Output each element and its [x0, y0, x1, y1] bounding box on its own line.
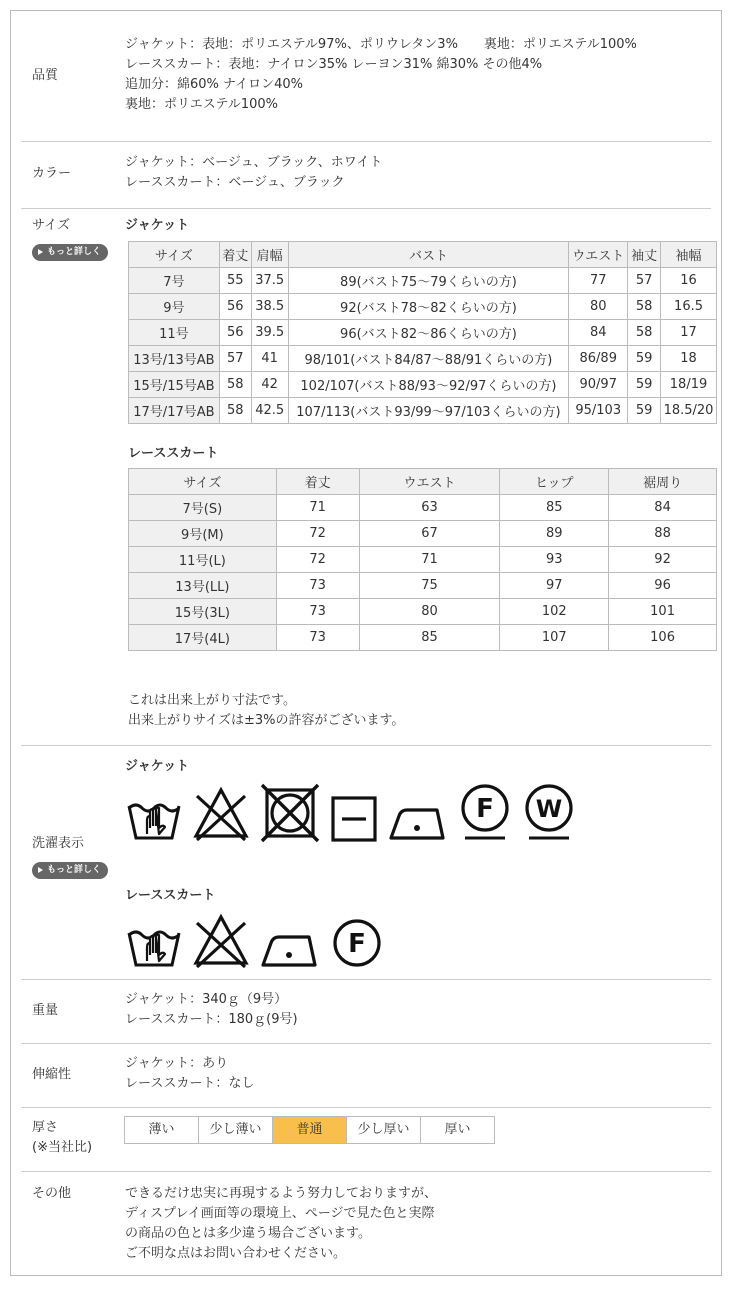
hand-wash-icon [125, 911, 183, 971]
table-row [129, 398, 717, 424]
play-icon [38, 249, 43, 255]
care-row [21, 746, 711, 980]
jacket-care-icons [125, 782, 585, 844]
table-row [129, 625, 717, 651]
no-bleach-icon [191, 911, 251, 971]
table-cell: 86/89 [569, 346, 628, 372]
table-row [129, 599, 717, 625]
table-cell: 73 [276, 625, 359, 651]
table-cell: 42 [251, 372, 288, 398]
size-cell: 13号/13号AB [129, 346, 220, 372]
table-cell: 107 [500, 625, 609, 651]
color-line: レーススカート：ベージュ、ブラック [125, 175, 345, 190]
no-bleach-icon [191, 784, 251, 844]
table-cell: 59 [628, 398, 661, 424]
low-iron-icon [259, 925, 321, 971]
size-cell: 9号 [129, 294, 220, 320]
weight-content [125, 990, 711, 1030]
size-cell: 11号 [129, 320, 220, 346]
skirt-size-table [128, 468, 717, 651]
more-button-label: もっと詳しく [47, 865, 102, 875]
table-cell: 75 [359, 573, 500, 599]
table-cell: 18.5/20 [661, 398, 717, 424]
table-cell: 17 [661, 320, 717, 346]
table-cell: 55 [219, 268, 251, 294]
table-row [129, 372, 717, 398]
thickness-label: 厚さ [32, 1120, 59, 1135]
thickness-option: 少し厚い [346, 1116, 421, 1144]
table-cell: 84 [569, 320, 628, 346]
table-row [129, 268, 717, 294]
more-button-label: もっと詳しく [47, 247, 102, 257]
thickness-scale [125, 1116, 495, 1144]
table-cell: 96(バスト82～86くらいの方) [288, 320, 569, 346]
size-cell: 11号(L) [129, 547, 277, 573]
stretch-line: ジャケット：あり [125, 1056, 229, 1071]
column-header: 袖幅 [661, 242, 717, 268]
thickness-option: 普通 [272, 1116, 347, 1144]
color-label: カラー [32, 166, 72, 181]
material-row [21, 11, 711, 142]
table-cell: 89(バスト75～79くらいの方) [288, 268, 569, 294]
table-cell: 67 [359, 521, 500, 547]
no-tumble-dry-icon [259, 782, 321, 844]
size-cell: 17号(4L) [129, 625, 277, 651]
size-cell: 9号(M) [129, 521, 277, 547]
table-row [129, 320, 717, 346]
material-line: 裏地：ポリエステル100% [125, 97, 278, 112]
table-cell: 56 [219, 320, 251, 346]
table-cell: 92 [609, 547, 717, 573]
spec-panel [10, 10, 722, 1276]
table-cell: 38.5 [251, 294, 288, 320]
dry-clean-letter: F [476, 794, 494, 824]
size-row [21, 209, 714, 746]
table-cell: 98/101(バスト84/87～88/91くらいの方) [288, 346, 569, 372]
care-more-button[interactable] [32, 862, 108, 879]
table-cell: 90/97 [569, 372, 628, 398]
material-line: レーススカート：表地：ナイロン35% レーヨン31% 綿30% その他4% [125, 57, 543, 72]
other-line: ご不明な点はお問い合わせください。 [125, 1246, 347, 1261]
stretch-line: レーススカート：なし [125, 1076, 255, 1091]
dry-clean-f-icon [329, 915, 385, 971]
dry-clean-f-icon [457, 782, 513, 844]
size-cell: 17号/17号AB [129, 398, 220, 424]
weight-label: 重量 [32, 1003, 59, 1018]
table-cell: 71 [359, 547, 500, 573]
other-content [125, 1184, 711, 1264]
other-label: その他 [32, 1186, 72, 1201]
thickness-option: 少し薄い [198, 1116, 273, 1144]
table-row [129, 547, 717, 573]
other-line: できるだけ忠実に再現するよう努力しておりますが、 [125, 1186, 438, 1201]
size-notes [128, 691, 711, 731]
table-row [129, 346, 717, 372]
table-cell: 72 [276, 521, 359, 547]
size-label: サイズ [32, 218, 70, 233]
table-cell: 59 [628, 372, 661, 398]
table-cell: 63 [359, 495, 500, 521]
care-skirt-title: レーススカート [125, 888, 216, 903]
other-line: の商品の色とは多少違う場合ございます。 [125, 1226, 371, 1241]
size-note: これは出来上がり寸法です。 [128, 693, 296, 708]
column-header: 着丈 [276, 469, 359, 495]
table-cell: 71 [276, 495, 359, 521]
size-cell: 15号(3L) [129, 599, 277, 625]
other-row [21, 1172, 711, 1277]
table-cell: 101 [609, 599, 717, 625]
table-cell: 73 [276, 599, 359, 625]
table-cell: 80 [359, 599, 500, 625]
skirt-care-icons [125, 911, 393, 971]
table-cell: 56 [219, 294, 251, 320]
table-cell: 58 [219, 372, 251, 398]
low-iron-icon [387, 798, 449, 844]
column-header: サイズ [129, 242, 220, 268]
table-cell: 85 [359, 625, 500, 651]
table-cell: 42.5 [251, 398, 288, 424]
color-content [125, 153, 711, 193]
stretch-label: 伸縮性 [32, 1067, 72, 1082]
other-line: ディスプレイ画面等の環境上、ページで見た色と実際 [125, 1206, 435, 1221]
table-row [129, 521, 717, 547]
jacket-size-title: ジャケット [125, 218, 190, 233]
weight-line: ジャケット：340ｇ（9号） [125, 992, 288, 1007]
table-cell: 18/19 [661, 372, 717, 398]
column-header: 肩幅 [251, 242, 288, 268]
wet-clean-letter: W [535, 795, 563, 823]
stretch-row [21, 1044, 711, 1108]
material-line: ジャケット：表地：ポリエステル97%、ポリウレタン3% 裏地：ポリエステル100% [125, 37, 637, 52]
color-row [21, 142, 711, 209]
table-row [129, 495, 717, 521]
stretch-content [125, 1054, 711, 1094]
wet-clean-w-icon [521, 782, 577, 844]
table-cell: 106 [609, 625, 717, 651]
size-note: 出来上がりサイズは±3%の許容がございます。 [128, 713, 405, 728]
material-line: 追加分：綿60% ナイロン40% [125, 77, 304, 92]
thickness-row [21, 1108, 711, 1172]
flat-dry-icon [329, 794, 379, 844]
size-more-button[interactable] [32, 244, 108, 261]
column-header: 裾周り [609, 469, 717, 495]
table-cell: 18 [661, 346, 717, 372]
size-cell: 15号/15号AB [129, 372, 220, 398]
care-jacket-title: ジャケット [125, 759, 190, 774]
weight-row [21, 980, 711, 1044]
table-cell: 16 [661, 268, 717, 294]
table-cell: 89 [500, 521, 609, 547]
table-cell: 77 [569, 268, 628, 294]
table-cell: 95/103 [569, 398, 628, 424]
table-cell: 57 [219, 346, 251, 372]
size-cell: 7号 [129, 268, 220, 294]
table-cell: 84 [609, 495, 717, 521]
thickness-option: 薄い [124, 1116, 199, 1144]
size-cell: 7号(S) [129, 495, 277, 521]
table-cell: 93 [500, 547, 609, 573]
table-cell: 57 [628, 268, 661, 294]
column-header: サイズ [129, 469, 277, 495]
dry-clean-letter: F [348, 929, 366, 959]
column-header: バスト [288, 242, 569, 268]
column-header: ウエスト [359, 469, 500, 495]
table-cell: 102 [500, 599, 609, 625]
table-cell: 96 [609, 573, 717, 599]
table-cell: 72 [276, 547, 359, 573]
table-header-row [129, 469, 717, 495]
table-cell: 41 [251, 346, 288, 372]
thickness-option: 厚い [420, 1116, 495, 1144]
material-content [125, 35, 711, 115]
column-header: ウエスト [569, 242, 628, 268]
table-cell: 73 [276, 573, 359, 599]
hand-wash-icon [125, 784, 183, 844]
column-header: 袖丈 [628, 242, 661, 268]
table-cell: 39.5 [251, 320, 288, 346]
table-cell: 58 [219, 398, 251, 424]
table-cell: 92(バスト78～82くらいの方) [288, 294, 569, 320]
thickness-sub-label: (※当社比) [32, 1140, 93, 1155]
table-cell: 102/107(バスト88/93～92/97くらいの方) [288, 372, 569, 398]
skirt-size-title: レーススカート [128, 446, 219, 461]
table-cell: 85 [500, 495, 609, 521]
play-icon [38, 867, 43, 873]
table-header-row [129, 242, 717, 268]
jacket-size-table [128, 241, 717, 424]
table-cell: 58 [628, 294, 661, 320]
table-cell: 58 [628, 320, 661, 346]
table-row [129, 573, 717, 599]
weight-line: レーススカート：180ｇ(9号) [125, 1012, 298, 1027]
table-cell: 16.5 [661, 294, 717, 320]
color-line: ジャケット：ベージュ、ブラック、ホワイト [125, 155, 383, 170]
size-cell: 13号(LL) [129, 573, 277, 599]
table-cell: 59 [628, 346, 661, 372]
table-cell: 37.5 [251, 268, 288, 294]
material-label: 品質 [32, 68, 59, 83]
table-cell: 88 [609, 521, 717, 547]
care-label: 洗濯表示 [32, 836, 85, 851]
table-row [129, 294, 717, 320]
table-cell: 80 [569, 294, 628, 320]
table-cell: 107/113(バスト93/99～97/103くらいの方) [288, 398, 569, 424]
column-header: ヒップ [500, 469, 609, 495]
table-cell: 97 [500, 573, 609, 599]
column-header: 着丈 [219, 242, 251, 268]
